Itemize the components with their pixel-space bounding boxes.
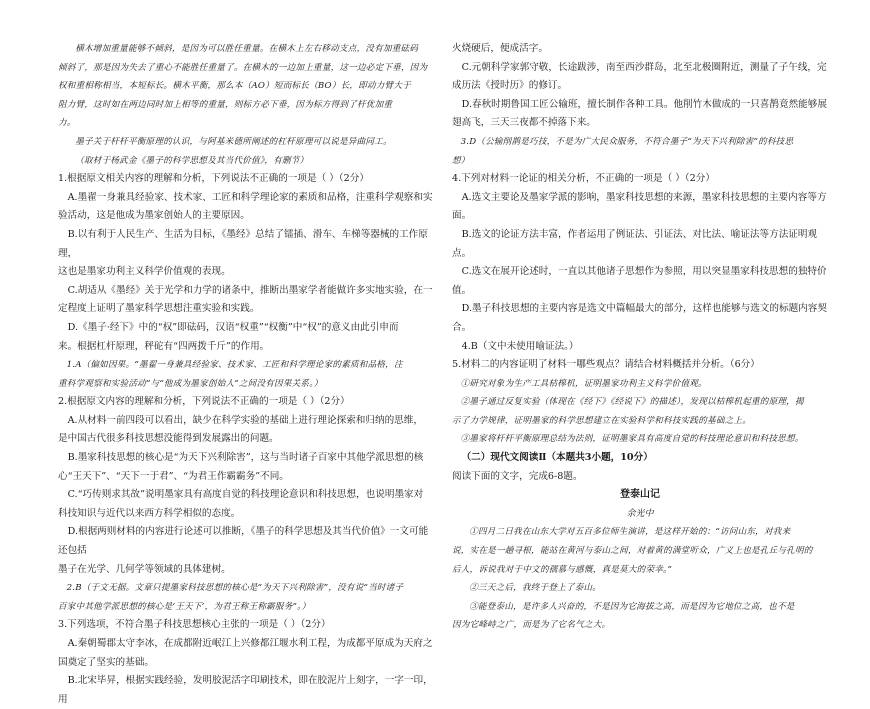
text-line: B.墨家科技思想的核心是“为天下兴利除害”，这与当时诸子百家中其他学派思想的核: [67, 452, 424, 464]
text-line: C.元朝科学家郭守敬，长途跋涉，南至西沙群岛，北至北极圈附近，测量了子午线，完: [461, 61, 827, 73]
text-line: 心“王天下”、“天下一于君”、“为君王作霸霸务”不同。: [58, 470, 289, 482]
text-line: 4.B（文中未使用喻证法。）: [461, 340, 579, 352]
text-line: 墨子关于杆杆平衡原理的认识，与阿基米德所阐述的杠杆原理可以说是异曲同工。: [75, 136, 392, 147]
text-line: 2.根据原文内容的理解和分析，下列说法不正确的一项是（ ）（2分）: [58, 396, 350, 408]
text-line: 1.根据原文相关内容的理解和分析，下列说法不正确的一项是（ ）（2分）: [58, 173, 369, 185]
text-line: 面。: [452, 210, 472, 222]
text-line: 国奠定了坚实的基础。: [58, 656, 154, 668]
text-line: （取材于杨武金《墨子的科学思想及其当代价值》，有删节）: [75, 155, 309, 166]
text-line: ③能登泰山，是许多人兴奋的，不是因为它海拔之高，而是因为它地位之高，也不是: [469, 601, 795, 612]
text-line: 想）: [452, 155, 470, 166]
text-line: 倾斜了，那是因为失去了重心不能胜任重量了。在横木的一边加上重量，这一边必定下垂，因为: [58, 62, 428, 73]
text-line: 说，实在是一趟寻根，能站在黄河与泰山之间，对着黄的满堂听众，广义上也是孔丘与孔明的: [452, 546, 813, 557]
text-line: 重科学观察和实验活动”与“他成为墨家创始人”之间没有因果关系。）: [58, 378, 323, 389]
text-line: 这也是墨家功利主义科学价值观的表现。: [58, 266, 231, 278]
text-line: 力。: [58, 118, 76, 129]
text-line: 3.下列选项，不符合墨子科技思想核心主张的一项是（ ）（2分）: [58, 619, 331, 631]
text-line: 墨子在光学、几何学等领域的具体建树。: [58, 563, 231, 575]
text-line: 3.D（公输削鹊是巧技，不是为广大民众服务，不符合墨子“为天下兴利除害”的科技思: [460, 136, 794, 147]
text-line: ①四月二日我在山东大学对五百多位师生演讲，是这样开始的：“访问山东，对我来: [469, 527, 791, 538]
text-line: 后人，诉说我对于中文的孺慕与感慨，真是莫大的荣幸。”: [452, 564, 673, 575]
text-line: 合。: [452, 321, 472, 333]
text-line: 横木增加重量能够不倾斜，是因为可以胜任重量。在横木上左右移动支点，没有加重砝码: [75, 44, 419, 54]
left-column: [58, 40, 434, 709]
text-line: 来。根据杠杆原理，秤砣有“四两拨千斤”的作用。: [58, 340, 270, 352]
text-line: 5.材料二的内容证明了材料一哪些观点？请结合材料概括并分析。（6分）: [452, 359, 760, 371]
text-line: ③墨家将杆杆平衡原理总结为法则，证明墨家具有高度自觉的科技理论意识和科技思想。: [460, 434, 804, 445]
right-column: [452, 40, 828, 635]
text-line: 4.下列对材料一论证的相关分析，不正确的一项是（ ）（2分）: [452, 173, 715, 185]
text-line: 因为它峰峙之广，而是为了它名气之大。: [452, 620, 611, 631]
text-line: ②三天之后，我终于登上了泰山。: [469, 583, 602, 594]
text-line: C.胡适从《墨经》关于光学和力学的诸条中，推断出墨家学者能做许多实地实验，在一: [67, 284, 433, 296]
text-line: D.《墨子·经下》中的“权”即砝码，汉语“权重”“权衡”中“权”的意义由此引申而: [67, 321, 399, 333]
text-line: 登泰山记: [620, 489, 660, 501]
text-line: D.根据两则材料的内容进行论述可以推断，《墨子的科学思想及其当代价值》一文可能还包括: [58, 526, 429, 557]
text-line: 阅读下面的文字，完成6-8题。: [452, 470, 583, 482]
text-line: A.选文主要论及墨家学派的影响，墨家科技思想的来源，墨家科技思想的主要内容等方: [461, 191, 827, 203]
text-line: 2.B（于文无据。文章只提墨家科技思想的核心是“为天下兴利除害”，没有说“当时诸子: [66, 583, 404, 594]
text-line: 火烧硬后，便成活字。: [452, 43, 548, 54]
text-line: 阻力臂，这时如在两边同时加上相等的重量，则标方必下垂，因为标方得到了杆优加重: [58, 99, 393, 110]
text-line: 验活动，这是他成为墨家创始人的主要原因。: [58, 210, 250, 222]
text-line: 翅高飞，三天三夜都不掉落下来。: [452, 117, 596, 129]
text-line: 1.A（偏如因果。“墨翟一身兼具经验家、技术家、工匠和科学理论家的素质和品格，注: [66, 360, 403, 371]
text-line: ①研究对象为生产工具桔槔机，证明墨家功利主义科学价值观。: [460, 378, 707, 389]
text-line: A.从材料一前四段可以看出，缺少在科学实验的基础上进行理论探索和归纳的思维，: [67, 414, 423, 426]
text-line: 成历法《授时历》的修订。: [452, 80, 568, 92]
text-line: D.春秋时期鲁国工匠公输班，擅长制作各种工具。他削竹木做成的一只喜鹊竟然能够展: [461, 98, 827, 110]
text-line: 示了力学规律，证明墨家的科学思想建立在实验科学和科技实践的基础之上。: [452, 415, 751, 426]
text-line: A.墨翟一身兼具经验家、技术家、工匠和科学理论家的素质和品格，注重科学观察和实: [67, 191, 433, 203]
text-line: D.墨子科技思想的主要内容是选文中篇幅最大的部分，这样也能够与选文的标题内容契: [461, 303, 827, 315]
text-line: A.秦朝蜀郡太守李冰，在成都附近岷江上兴修都江堰水利工程，为成都平原成为天府之: [67, 638, 433, 649]
text-line: 权和重相称相当，本短标长。横木平衡，那么本（AO）短而标长（BO）长，即动力臂大于: [58, 81, 411, 92]
text-line: 科技知识与近代以来西方科学相似的态度。: [58, 507, 241, 519]
text-line: B.选文的论证方法丰富，作者运用了例证法、引证法、对比法、喻证法等方法证明观点。: [452, 228, 818, 259]
text-line: 余光中: [626, 508, 654, 519]
text-line: 是中国古代很多科技思想没能得到发展露出的问题。: [58, 433, 279, 445]
text-line: B.北宋毕昇，根据实践经验，发明胶泥活字印刷技术，即在胶泥片上刻字，一字一印，用: [58, 675, 433, 705]
text-line: ②墨子通过反复实验（体现在《经下》《经说下》的描述），发现以桔槔机起重的原理，揭: [460, 397, 804, 408]
text-line: （二）现代文阅读Ⅱ（本题共3小题，10分）: [461, 452, 653, 464]
text-line: 百家中其他学派思想的核心是‘王天下’，为君王称王称霸服务”。）: [58, 601, 311, 612]
text-line: 值。: [452, 284, 472, 296]
text-line: C.“巧传则求其故”说明墨家具有高度自觉的科技理论意识和科技思想，也说明墨家对: [67, 489, 424, 501]
text-line: 定程度上证明了墨家科学思想注重实验和实践。: [58, 303, 260, 315]
text-line: C.选文在展开论述时，一直以其他诸子思想作为参照，用以突显墨家科技思想的独特价: [461, 266, 827, 278]
text-line: B.以有利于人民生产、生活为目标，《墨经》总结了镭插、滑车、车梯等器械的工作原理，: [58, 228, 428, 259]
